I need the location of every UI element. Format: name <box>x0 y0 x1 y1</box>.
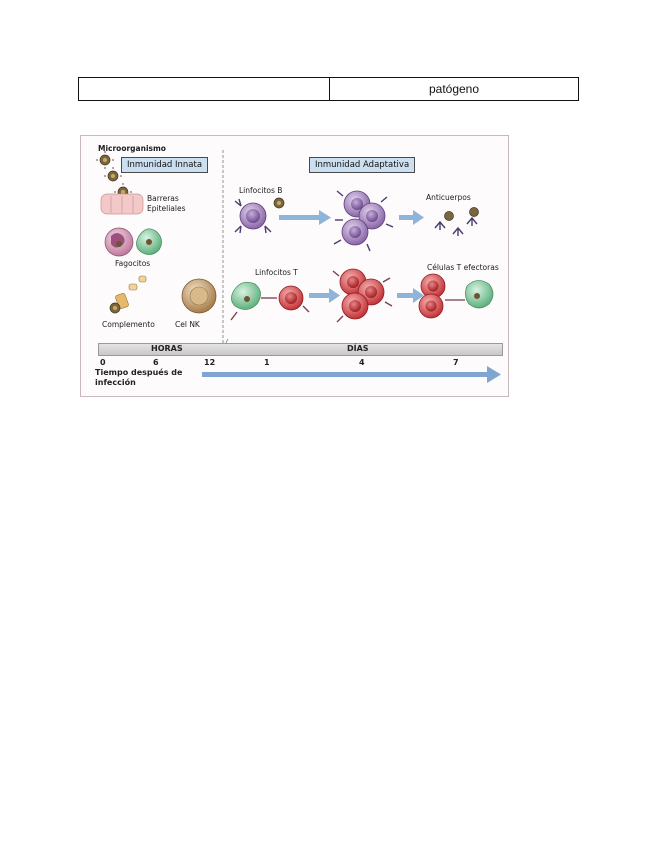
time-caption-line2: infección <box>95 378 136 387</box>
t-lymphocytes-label: Linfocitos T <box>255 268 298 277</box>
phagocytes-label: Fagocitos <box>115 259 151 268</box>
b-cell-cluster-icon <box>334 191 393 251</box>
antibodies-icon <box>435 208 479 237</box>
complement-icon <box>110 276 146 313</box>
header-table <box>78 77 579 101</box>
phagocyte-icon <box>105 228 162 256</box>
antibody-arrow <box>399 210 424 225</box>
time-arrow <box>202 366 501 383</box>
immunity-figure <box>80 135 509 397</box>
barriers-label-line1: Barreras <box>147 194 179 203</box>
time-caption-line1: Tiempo después de <box>95 368 183 377</box>
header-table-cell-right: patógeno <box>428 82 480 96</box>
nk-cell-label: Cel NK <box>175 320 200 329</box>
tick-label: 0 <box>100 358 106 367</box>
tick-label: 12 <box>204 358 216 367</box>
nk-cell-icon <box>182 279 216 313</box>
tick-label: 4 <box>359 358 365 367</box>
b-lymphocyte-icon <box>235 198 284 233</box>
b-expansion-arrow <box>279 210 331 225</box>
microorganism-label: Microorganismo <box>98 144 166 153</box>
tick-label: 1 <box>264 358 270 367</box>
effector-t-label: Células T efectoras <box>427 263 499 272</box>
epithelial-barrier-icon <box>101 194 143 214</box>
t-expansion-arrow <box>309 288 340 303</box>
antibodies-label: Anticuerpos <box>426 193 471 202</box>
innate-immunity-title: Inmunidad Innata <box>121 157 208 173</box>
complement-label: Complemento <box>102 320 155 329</box>
barriers-label-line2: Epiteliales <box>147 204 186 213</box>
t-lymphocyte-icon <box>231 282 309 320</box>
b-lymphocytes-label: Linfocitos B <box>239 186 283 195</box>
adaptive-immunity-title: Inmunidad Adaptativa <box>309 157 415 173</box>
t-cell-cluster-icon <box>333 269 392 322</box>
tick-label: 7 <box>453 358 459 367</box>
effector-t-cells-icon <box>419 274 493 318</box>
header-table-cell-left <box>79 78 330 100</box>
days-label: DÍAS <box>347 344 369 353</box>
hours-label: HORAS <box>151 344 183 353</box>
tick-label: 6 <box>153 358 159 367</box>
time-after-infection-label <box>95 368 185 388</box>
